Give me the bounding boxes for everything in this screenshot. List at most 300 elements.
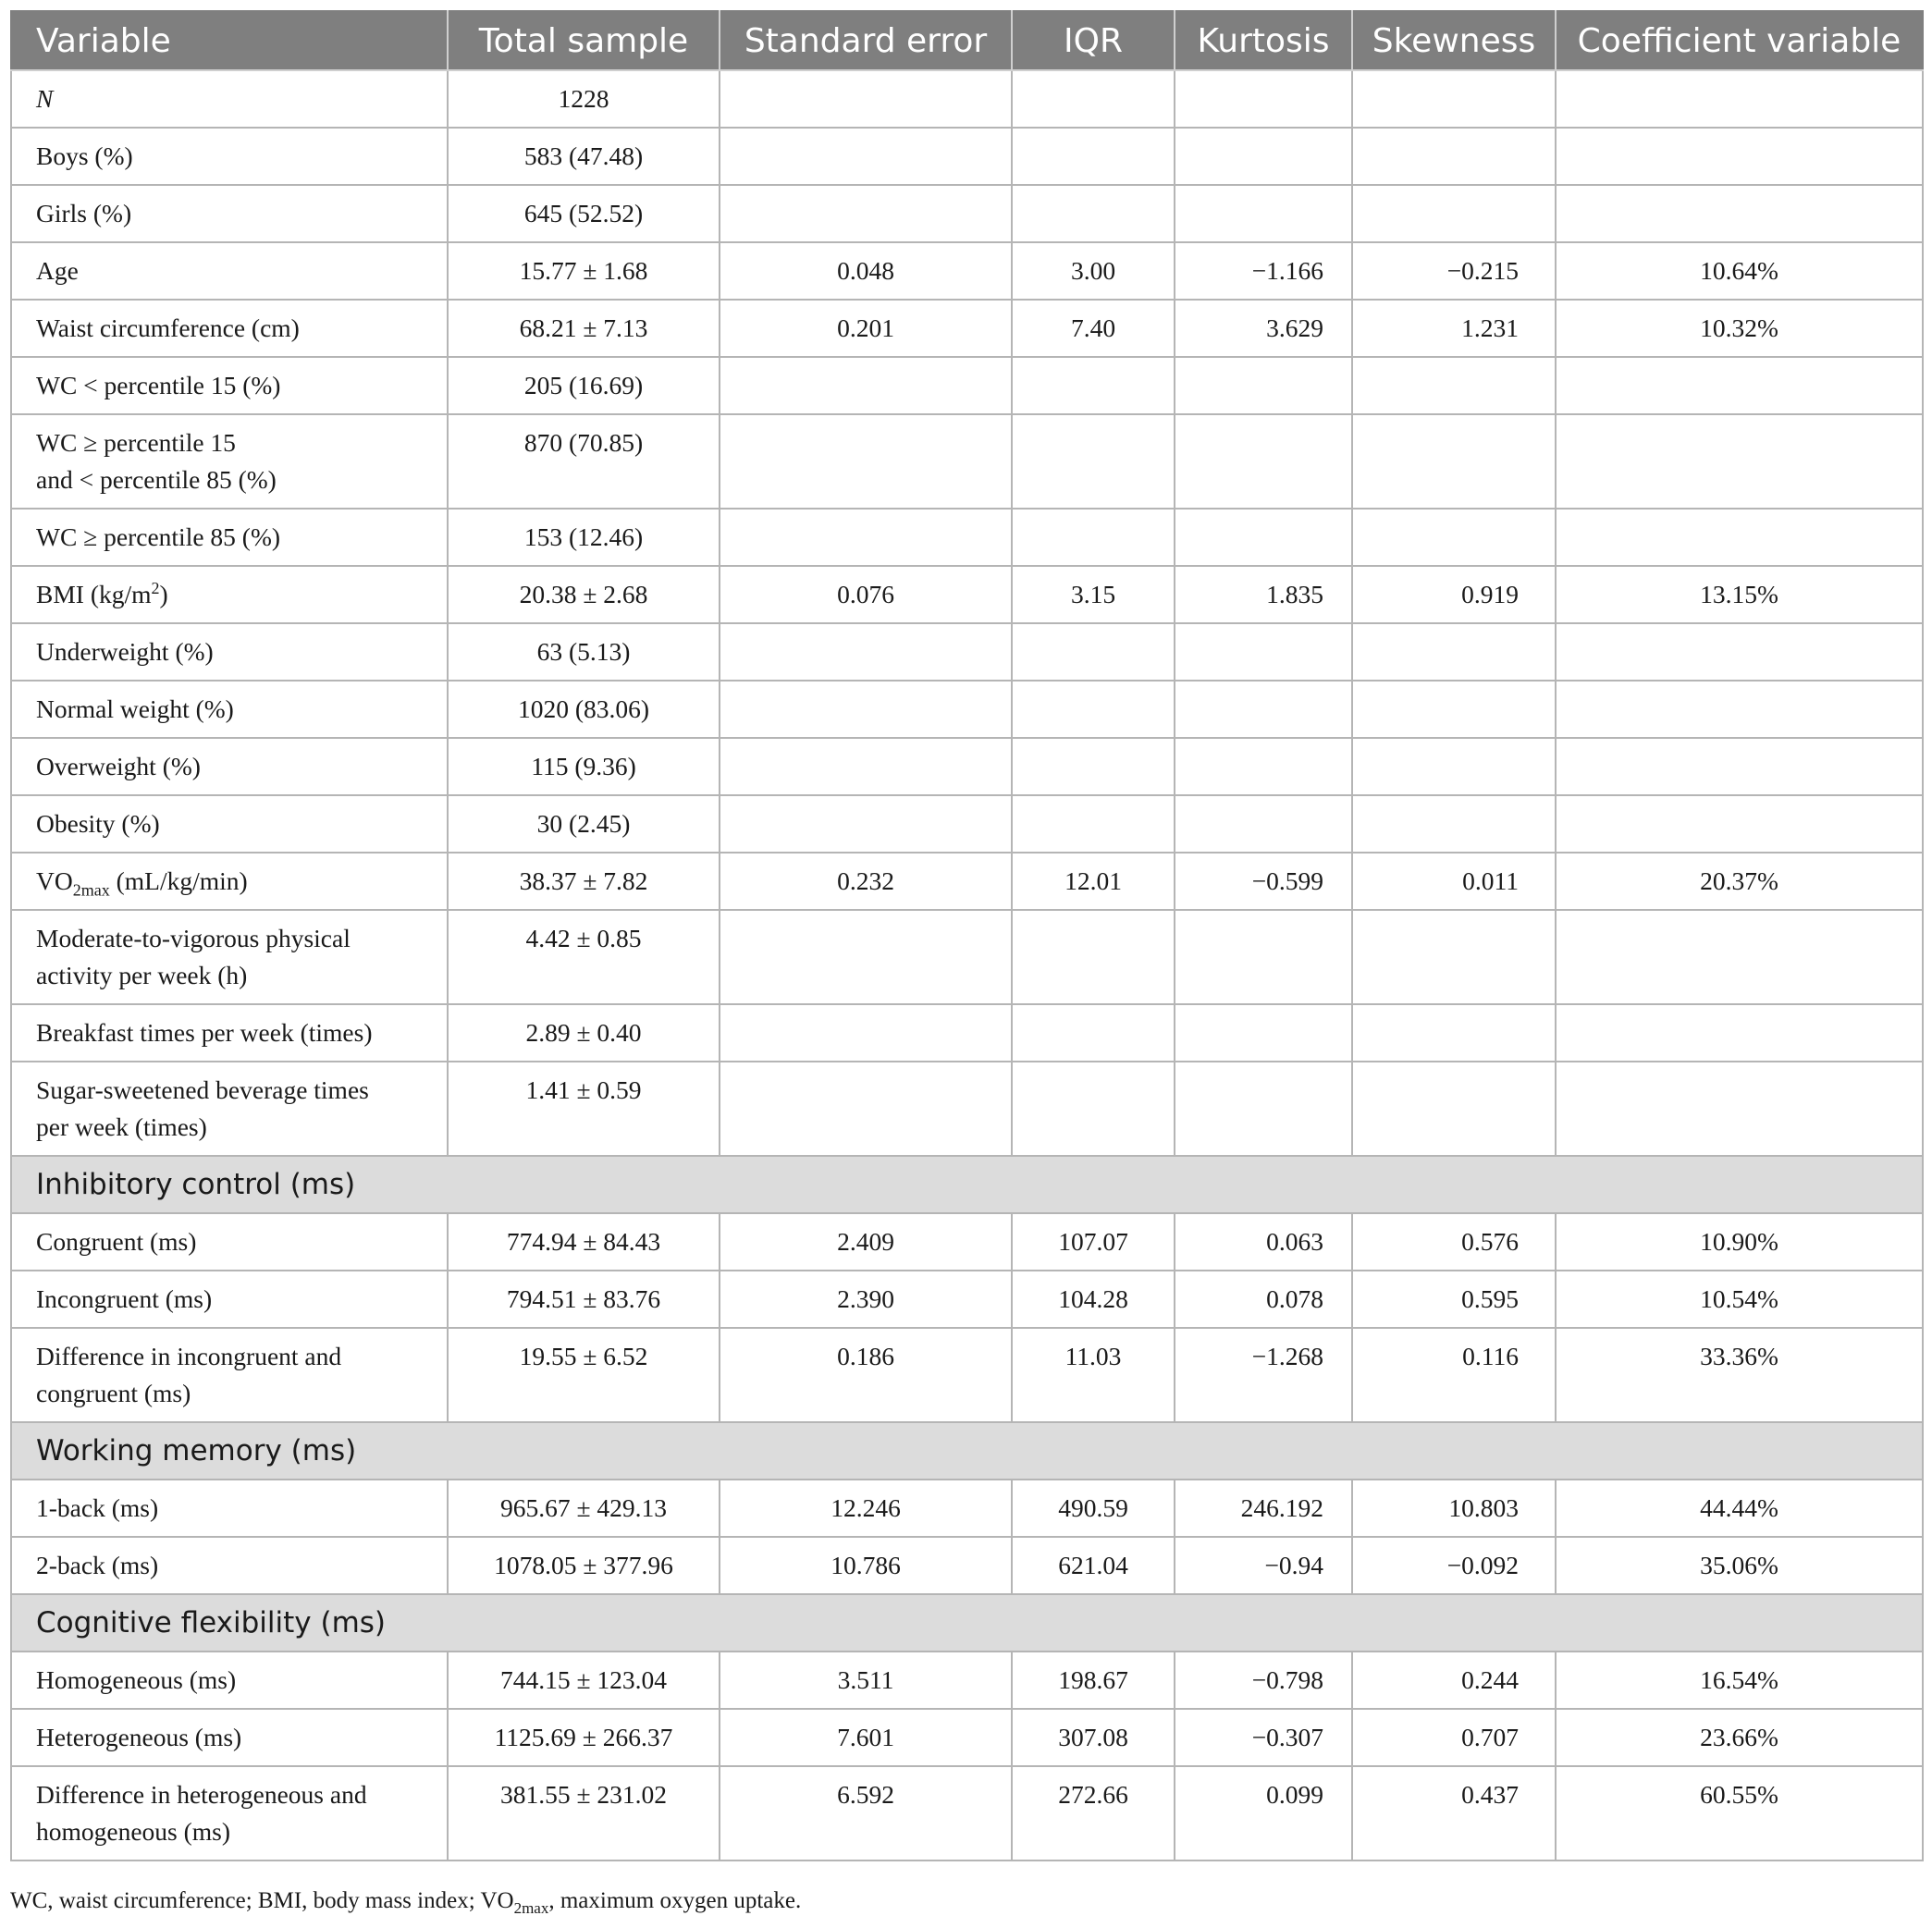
cell-content [1557,1329,1922,1375]
variable-label: Moderate-to-vigorous physical [36,924,351,952]
cell-skewness [1352,566,1556,623]
cell-total-sample [448,1328,720,1422]
cell-content [1175,1329,1351,1375]
cell-kurtosis [1175,1213,1352,1271]
section-header-row [11,1594,1923,1652]
cell-skewness [1352,1537,1556,1594]
cell-standard-error [720,795,1012,853]
cell-total-sample [448,1709,720,1766]
cell-content [449,1652,719,1699]
cell-content [720,796,1011,805]
cell-content [36,739,447,785]
value-text: 1125.69 ± 266.37 [494,1723,673,1751]
variable-label: WC ≥ percentile 85 (%) [36,522,281,551]
value-text: 0.595 [1461,1284,1519,1313]
variable-label: Girls (%) [36,199,132,227]
section-label: Inhibitory control (ms) [11,1156,1923,1213]
cell-standard-error [720,1328,1012,1422]
cell-content [1557,567,1922,613]
cell-content [1175,911,1351,957]
value-text: 198.67 [1058,1665,1128,1694]
cell-skewness [1352,623,1556,681]
cell-content [1013,186,1174,195]
table-row [11,738,1923,795]
cell-coefficient-variable [1556,1709,1923,1766]
cell-iqr [1012,70,1175,128]
cell-content [1557,1062,1922,1072]
cell-content [36,682,447,728]
cell-kurtosis [1175,623,1352,681]
cell-skewness [1352,300,1556,357]
cell-skewness [1352,185,1556,242]
cell-coefficient-variable [1556,910,1923,1004]
cell-content [1175,1710,1351,1756]
variable-label: VO [36,866,73,895]
cell-content [36,510,447,556]
cell-content [449,510,719,556]
cell-coefficient-variable [1556,623,1923,681]
cell-content [36,1538,447,1584]
cell-skewness [1352,1004,1556,1062]
cell-total-sample [448,623,720,681]
cell-content [36,415,447,498]
cell-kurtosis [1175,70,1352,128]
cell-kurtosis [1175,1766,1352,1860]
value-text: 60.55% [1700,1780,1778,1809]
cell-content [449,243,719,289]
value-text: 10.803 [1448,1493,1519,1522]
cell-total-sample [448,1537,720,1594]
cell-skewness [1352,1766,1556,1860]
value-text: 115 (9.36) [531,752,636,780]
value-text: 246.192 [1240,1493,1323,1522]
variable-label: Age [36,256,79,285]
cell-skewness [1352,853,1556,910]
section-header-row [11,1422,1923,1480]
cell-iqr [1012,300,1175,357]
value-text: 272.66 [1058,1780,1128,1809]
cell-iqr [1012,1709,1175,1766]
cell-content [449,1329,719,1375]
cell-content [1353,243,1555,289]
cell-total-sample [448,681,720,738]
value-text: 19.55 ± 6.52 [519,1342,648,1370]
cell-standard-error [720,738,1012,795]
cell-content [449,1767,719,1813]
cell-coefficient-variable [1556,300,1923,357]
cell-content [1013,1480,1174,1527]
variable-label-line2: activity per week (h) [36,961,248,989]
cell-content [36,1005,447,1051]
cell-content [1557,853,1922,900]
cell-content [1557,1005,1922,1014]
cell-content [1175,415,1351,461]
table-row [11,566,1923,623]
cell-content [1557,1538,1922,1584]
cell-content [449,739,719,785]
cell-skewness [1352,1213,1556,1271]
section-label: Cognitive flexibility (ms) [11,1594,1923,1652]
value-text: 35.06% [1700,1551,1778,1579]
value-text: 3.15 [1070,580,1116,608]
cell-iqr [1012,1328,1175,1422]
value-text: 63 (5.13) [536,637,631,666]
cell-content [1175,624,1351,670]
cell-kurtosis [1175,1062,1352,1156]
value-text: 15.77 ± 1.68 [519,256,648,285]
cell-content [1013,1710,1174,1756]
cell-content [1557,1214,1922,1260]
value-text: 12.246 [831,1493,901,1522]
cell-kurtosis [1175,128,1352,185]
cell-standard-error [720,1271,1012,1328]
cell-coefficient-variable [1556,1652,1923,1709]
variable-label-line2: per week (times) [36,1112,207,1141]
value-text: 20.38 ± 2.68 [519,580,648,608]
cell-content [1013,301,1174,347]
section-header-row [11,1156,1923,1213]
value-text: 2.409 [837,1227,894,1256]
cell-variable [11,1328,448,1422]
variable-label-line2: homogeneous (ms) [36,1817,231,1846]
value-text: 68.21 ± 7.13 [519,313,648,342]
cell-kurtosis [1175,1328,1352,1422]
value-text: 0.048 [837,256,894,285]
variable-label: WC < percentile 15 (%) [36,371,281,399]
variable-suffix: (mL/kg/min) [109,866,248,895]
cell-coefficient-variable [1556,1766,1923,1860]
cell-content [449,71,719,117]
cell-variable [11,509,448,566]
cell-content [1353,1062,1555,1109]
variable-label: Homogeneous (ms) [36,1665,237,1694]
cell-total-sample [448,300,720,357]
value-text: 870 (70.85) [523,428,644,457]
cell-content [449,358,719,404]
cell-standard-error [720,1709,1012,1766]
cell-content [720,129,1011,138]
cell-skewness [1352,414,1556,509]
value-text: 0.116 [1462,1342,1519,1370]
cell-coefficient-variable [1556,1537,1923,1594]
cell-content [1557,358,1922,367]
cell-content [720,1214,1011,1260]
cell-variable [11,623,448,681]
value-text: 0.011 [1462,866,1519,895]
cell-total-sample [448,357,720,414]
table-body [11,70,1923,1860]
cell-content [720,1329,1011,1375]
cell-content [449,129,719,175]
cell-skewness [1352,1062,1556,1156]
variable-label: Heterogeneous (ms) [36,1723,242,1751]
cell-kurtosis [1175,681,1352,738]
cell-content [1013,739,1174,748]
table-row [11,1537,1923,1594]
cell-content [1013,129,1174,138]
cell-total-sample [448,70,720,128]
cell-standard-error [720,853,1012,910]
cell-content [1557,71,1922,80]
variable-label: Difference in heterogeneous and [36,1780,367,1809]
cell-skewness [1352,509,1556,566]
cell-content [720,243,1011,289]
cell-content [449,415,719,461]
value-text: 13.15% [1700,580,1778,608]
cell-total-sample [448,910,720,1004]
cell-skewness [1352,1709,1556,1766]
value-text: 3.629 [1266,313,1323,342]
cell-content [1013,1005,1174,1014]
cell-iqr [1012,681,1175,738]
value-text: 965.67 ± 429.13 [499,1493,668,1522]
cell-kurtosis [1175,357,1352,414]
cell-content [1175,510,1351,556]
cell-variable [11,738,448,795]
variable-label: Sugar-sweetened beverage times [36,1075,369,1104]
cell-content [720,739,1011,748]
header-coefficient-variable: Coefficient variable [1556,11,1923,70]
cell-content [1353,624,1555,670]
cell-content [1557,624,1922,633]
cell-content [36,1710,447,1756]
cell-content [1013,624,1174,633]
value-text: 3.00 [1070,256,1116,285]
cell-content [1353,358,1555,404]
value-text: 1020 (83.06) [517,694,650,723]
cell-content [720,186,1011,195]
variable-superscript: 2 [151,578,160,597]
value-text: 10.54% [1700,1284,1778,1313]
cell-kurtosis [1175,1537,1352,1594]
cell-standard-error [720,1004,1012,1062]
value-text: 744.15 ± 123.04 [499,1665,668,1694]
cell-content [36,71,447,117]
cell-coefficient-variable [1556,853,1923,910]
table-row [11,1766,1923,1860]
cell-standard-error [720,1480,1012,1537]
variable-label: Waist circumference (cm) [36,313,300,342]
cell-skewness [1352,738,1556,795]
footnote-text-after: , maximum oxygen uptake. [548,1888,802,1913]
header-iqr: IQR [1012,11,1175,70]
cell-content [36,911,447,994]
table-row [11,70,1923,128]
cell-variable [11,681,448,738]
descriptive-statistics-table [10,10,1924,1861]
cell-content [1175,1214,1351,1260]
value-text: 621.04 [1058,1551,1128,1579]
cell-content [36,796,447,842]
cell-content [1353,1329,1555,1375]
value-text: 33.36% [1700,1342,1778,1370]
cell-iqr [1012,128,1175,185]
cell-content [1013,1214,1174,1260]
cell-standard-error [720,910,1012,1004]
cell-content [1175,301,1351,347]
value-text: 0.201 [837,313,894,342]
variable-label: Overweight (%) [36,752,201,780]
cell-content [1013,243,1174,289]
header-skewness: Skewness [1352,11,1556,70]
table-row [11,1213,1923,1271]
value-text: 1078.05 ± 377.96 [494,1551,673,1579]
cell-content [36,1062,447,1146]
cell-content [1353,1480,1555,1527]
cell-kurtosis [1175,414,1352,509]
cell-standard-error [720,681,1012,738]
variable-suffix: ) [159,580,168,608]
cell-coefficient-variable [1556,681,1923,738]
cell-kurtosis [1175,242,1352,300]
cell-content [1353,1214,1555,1260]
cell-content [1013,567,1174,613]
table-row [11,300,1923,357]
cell-iqr [1012,357,1175,414]
cell-content [720,567,1011,613]
cell-content [1013,415,1174,424]
value-text: 0.186 [837,1342,894,1370]
cell-coefficient-variable [1556,242,1923,300]
cell-total-sample [448,1480,720,1537]
cell-standard-error [720,623,1012,681]
value-text: 7.601 [837,1723,894,1751]
cell-content [1013,1271,1174,1318]
cell-total-sample [448,509,720,566]
cell-standard-error [720,509,1012,566]
cell-content [1557,129,1922,138]
cell-standard-error [720,185,1012,242]
cell-coefficient-variable [1556,738,1923,795]
cell-skewness [1352,1652,1556,1709]
cell-coefficient-variable [1556,414,1923,509]
cell-content [1353,911,1555,957]
cell-iqr [1012,738,1175,795]
cell-total-sample [448,1652,720,1709]
cell-coefficient-variable [1556,1213,1923,1271]
cell-variable [11,1766,448,1860]
cell-iqr [1012,1062,1175,1156]
table-row [11,853,1923,910]
value-text: 4.42 ± 0.85 [525,924,642,952]
table-row [11,414,1923,509]
cell-content [449,1271,719,1318]
cell-variable [11,70,448,128]
value-text: 1.41 ± 0.59 [525,1075,642,1104]
cell-content [1175,186,1351,232]
table-row [11,1652,1923,1709]
cell-content [449,1214,719,1260]
variable-label: 1-back (ms) [36,1493,159,1522]
cell-iqr [1012,623,1175,681]
cell-standard-error [720,1766,1012,1860]
cell-content [1175,682,1351,728]
cell-content [1557,1652,1922,1699]
cell-total-sample [448,185,720,242]
cell-coefficient-variable [1556,566,1923,623]
variable-label-line2: congruent (ms) [36,1379,191,1407]
variable-label-line2: and < percentile 85 (%) [36,465,277,494]
table-row [11,910,1923,1004]
cell-content [1013,1062,1174,1072]
cell-coefficient-variable [1556,1004,1923,1062]
cell-content [720,1767,1011,1813]
variable-subscript: 2max [72,880,110,900]
cell-content [720,1480,1011,1527]
cell-content [720,1005,1011,1014]
cell-variable [11,1271,448,1328]
cell-iqr [1012,414,1175,509]
value-text: 12.01 [1064,866,1122,895]
table-row [11,1480,1923,1537]
cell-content [1013,1329,1174,1375]
cell-content [1175,358,1351,404]
cell-kurtosis [1175,1709,1352,1766]
cell-standard-error [720,70,1012,128]
value-text: 645 (52.52) [523,199,644,227]
cell-content [1353,1271,1555,1318]
cell-standard-error [720,1652,1012,1709]
cell-coefficient-variable [1556,1480,1923,1537]
descriptive-statistics-table-container [10,10,1922,1861]
cell-content [1557,911,1922,920]
cell-variable [11,853,448,910]
cell-variable [11,185,448,242]
cell-coefficient-variable [1556,128,1923,185]
cell-coefficient-variable [1556,70,1923,128]
cell-content [1353,510,1555,556]
value-text: −1.166 [1251,256,1323,285]
value-text: 38.37 ± 7.82 [519,866,648,895]
cell-content [1175,1271,1351,1318]
cell-content [1013,71,1174,80]
cell-content [720,911,1011,920]
header-kurtosis: Kurtosis [1175,11,1352,70]
value-text: 0.919 [1461,580,1519,608]
section-label: Working memory (ms) [11,1422,1923,1480]
cell-content [1175,739,1351,785]
cell-kurtosis [1175,738,1352,795]
table-row [11,1709,1923,1766]
value-text: 2.89 ± 0.40 [525,1018,642,1047]
cell-content [36,1329,447,1412]
header-standard-error: Standard error [720,11,1012,70]
value-text: 3.511 [837,1665,894,1694]
cell-content [1353,415,1555,461]
cell-skewness [1352,357,1556,414]
cell-skewness [1352,242,1556,300]
cell-content [449,186,719,232]
cell-content [449,682,719,728]
cell-kurtosis [1175,185,1352,242]
cell-variable [11,566,448,623]
cell-content [1175,243,1351,289]
cell-kurtosis [1175,853,1352,910]
value-text: 10.32% [1700,313,1778,342]
cell-standard-error [720,566,1012,623]
cell-content [720,682,1011,691]
variable-label: Underweight (%) [36,637,214,666]
cell-standard-error [720,414,1012,509]
variable-label: Congruent (ms) [36,1227,197,1256]
table-row [11,242,1923,300]
cell-content [1353,1767,1555,1813]
cell-content [720,415,1011,424]
cell-content [1557,510,1922,519]
table-row [11,128,1923,185]
cell-content [449,1005,719,1051]
cell-content [1175,1538,1351,1584]
